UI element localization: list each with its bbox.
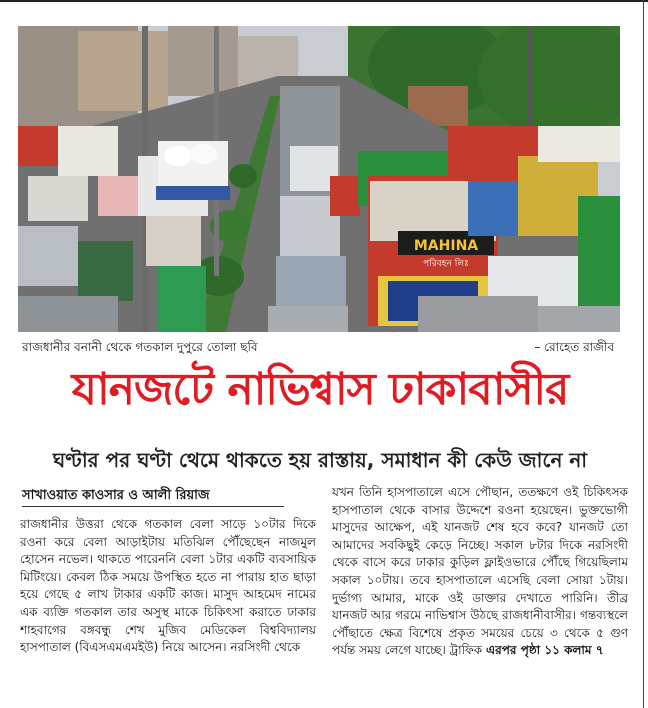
page-right-rule [643,0,644,708]
article-text-left: রাজধানীর উত্তরা থেকে গতকাল বেলা সাড়ে ১০টার দিকে রওনা করে বেলা আড়াইটায় মতিঝিল পৌঁছেছেন নাজমুল হোসেন নভেল। থাকতে পারেননি বেলা ১টার একটি ব্যবসায়িক মিটিংয়ে। কেবল ঠিক সময়ে উপস্থিত হতে না পারায় হাত ছাড়া হয়ে গেছে ৫ লাখ টাকার একটি কাজ। মাসুদ আহমেদ নামের এক ব্যক্তি গতকাল তার অসুস্থ মাকে চিকিৎসা করাতে ঢাকার শাহবাগের বঙ্গবন্ধু শেখ মুজিব মেডিকেল বিশ্ববিদ্যালয় হাসপাতাল (বিএসএমএমইউ) নিয়ে আসেন। নরসিংদী থেকে [20,517,316,655]
article-column-right [332,484,628,702]
article-text-right-body: যখন তিনি হাসপাতালে এসে পৌছান, ততক্ষণে ওই চিকিৎসক হাসপাতাল থেকে বাসার উদ্দেশে রওনা হয়েছেন। ভুক্তভোগী মাসুদের আক্ষেপ, এই যানজট শেষ হবে কবে? যানজট তো আমাদের সবকিছুই কেড়ে নিচ্ছে। সকাল ৮টার দিকে নরসিংদী থেকে বাসে করে ঢাকার কুড়িল ফ্লাইওভারে পৌঁছে গিয়েছিলাম সকাল ১০টায়। তবে হাসপাতালে এসেছি বেলা সোয়া ১টায়। দুর্ভাগ্য আমার, মাকে ওই ডাক্তার দেখাতে পারিনি। তীব্র যানজট আর গরমে নাভিশ্বাস উঠছে রাজধানীবাসীর। গন্তব্যস্থলে পৌঁছাতে ক্ষেত্র বিশেষে প্রকৃত সময়ের চেয়ে ৩ থেকে ৫ গুণ পর্যন্ত সময় লেগে যাচ্ছে। ট্রাফিক [332,485,628,658]
photo-caption: রাজধানীর বনানী থেকে গতকাল দুপুরে তোলা ছবি [22,340,258,354]
byline: সাখাওয়াত কাওসার ও আলী রিয়াজ [22,488,210,503]
article-text-right [332,484,628,660]
byline-rule [22,506,284,507]
page-top-rule [0,0,648,2]
traffic-jam-photo [18,26,620,332]
photo-credit: – রোহেত রাজীব [534,340,614,354]
continued-on-page-link[interactable]: এরপর পৃষ্ঠা ১১ কলাম ৭ [486,643,604,658]
subheadline: ঘণ্টার পর ঘণ্টা থেমে থাকতে হয় রাস্তায়, সমাধান কী কেউ জানে না [52,448,588,472]
headline: যানজটে নাভিশ্বাস ঢাকাবাসীর [71,364,569,415]
bus-sign-subtext: পরিবহন লিঃ [423,259,469,269]
article-column-left [20,516,316,702]
bus-sign-text: MAHINA [413,238,479,254]
